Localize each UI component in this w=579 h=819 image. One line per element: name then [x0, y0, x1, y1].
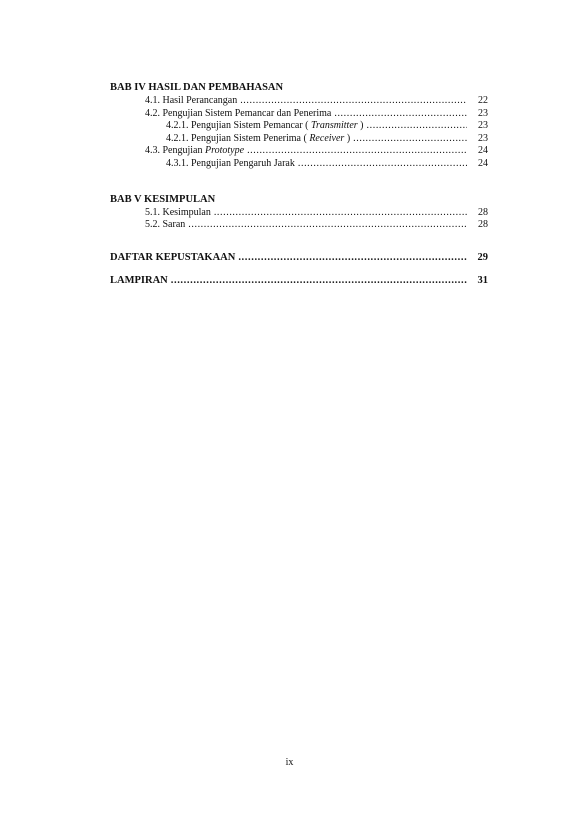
toc-entry-label-italic: Transmitter: [310, 120, 358, 132]
toc-entry-page: 23: [478, 132, 488, 144]
toc-entry-label-italic: Prototype: [205, 145, 245, 157]
dot-leader: [334, 108, 467, 121]
toc-entry-label: DAFTAR KEPUSTAKAAN: [110, 251, 236, 263]
dot-leader: [214, 207, 467, 220]
toc-entry-label-italic: Receiver: [309, 132, 345, 144]
toc-entry-page: 23: [478, 107, 488, 119]
dot-leader: [188, 219, 467, 232]
toc-entry-4-2[interactable]: [110, 108, 488, 121]
toc-entry-5-2[interactable]: [110, 219, 488, 232]
toc-entry-label-post: ): [357, 120, 364, 132]
dot-leader: [240, 95, 467, 108]
toc-entry-label: 4.1. Hasil Perancangan: [145, 95, 238, 106]
toc-entry-label: 5.2. Saran: [145, 219, 186, 231]
toc-entry-page: 29: [477, 251, 488, 263]
toc-entry-label-pre: 4.2.1. Pengujian Sistem Penerima (: [166, 132, 310, 144]
dot-leader: [298, 158, 467, 171]
toc-entry-label: [166, 120, 364, 133]
toc-entry-4-1[interactable]: [110, 95, 488, 108]
dot-leader: [238, 252, 467, 265]
toc-entry-label: LAMPIRAN: [110, 275, 168, 287]
toc-entry-label-pre: 4.2.1. Pengujian Sistem Pemancar (: [166, 120, 311, 132]
toc-entry-page: 22: [478, 95, 488, 106]
chapter-heading-bab-iv: BAB IV HASIL DAN PEMBAHASAN: [110, 82, 284, 93]
toc-entry-page: 28: [478, 206, 488, 218]
toc-entry-label: [166, 133, 350, 146]
dot-leader: [171, 275, 467, 288]
toc-entry-4-3-1[interactable]: [110, 158, 488, 171]
chapter-heading-bab-v: BAB V KESIMPULAN: [110, 193, 216, 205]
toc-entry-page: 23: [478, 120, 488, 132]
dot-leader: [353, 133, 467, 146]
toc-entry-label-post: ): [344, 132, 351, 144]
toc-entry-label: 4.2. Pengujian Sistem Pemancar dan Penerima: [145, 107, 332, 119]
toc-entry-5-1[interactable]: [110, 207, 488, 220]
toc-entry-4-2-1-transmitter[interactable]: [110, 120, 488, 133]
toc-entry-page: 24: [478, 157, 488, 169]
toc-entry-page: 24: [478, 145, 488, 157]
toc-entry-label: 5.1. Kesimpulan: [145, 206, 211, 218]
toc-entry-page: 28: [478, 219, 488, 231]
toc-entry-label: 4.3.1. Pengujian Pengaruh Jarak: [166, 157, 295, 169]
page-number: ix: [285, 757, 294, 768]
toc-entry-4-3[interactable]: [110, 145, 488, 158]
toc-entry-4-2-1-receiver[interactable]: [110, 133, 488, 146]
toc-entry-lampiran[interactable]: [110, 275, 488, 288]
dot-leader: [367, 120, 467, 133]
toc-entry-daftar-kepustakaan[interactable]: [110, 252, 488, 265]
table-of-contents: [110, 81, 488, 288]
toc-entry-label: [145, 145, 244, 158]
dot-leader: [247, 145, 467, 158]
toc-entry-label-pre: 4.3. Pengujian: [145, 145, 205, 157]
toc-entry-page: 31: [477, 275, 488, 287]
